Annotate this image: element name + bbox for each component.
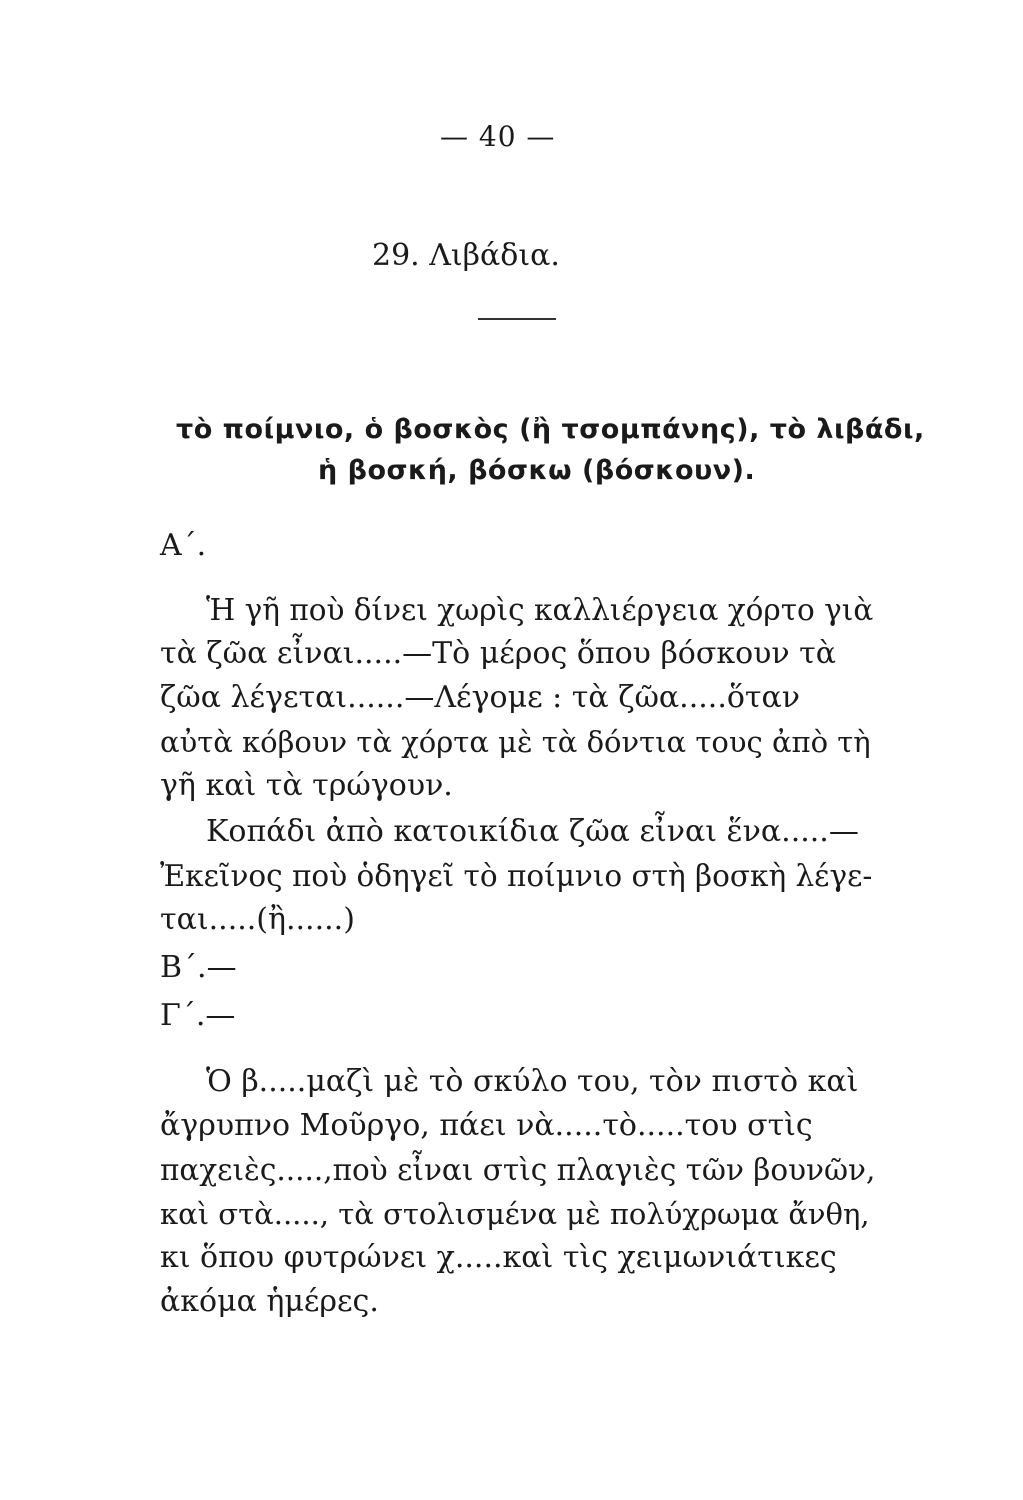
text-line: ζῶα λέγεται......—Λέγομε : τὰ ζῶα.....ὅταν <box>160 680 801 715</box>
section-b-label: Β΄.— <box>160 950 237 985</box>
section-c-label: Γ΄.— <box>160 998 236 1033</box>
paragraph-line <box>160 1104 813 1148</box>
paragraph-line <box>206 810 859 854</box>
text-line: τὰ ζῶα εἶναι.....—Τὸ μέρος ὅπου βόσκουν τὰ <box>160 636 837 671</box>
paragraph-line <box>160 764 453 808</box>
text-line: ἀκόμα ἡμέρες. <box>160 1284 379 1319</box>
section-a-label: Α΄. <box>160 528 207 563</box>
text-line: ται.....(ἢ......) <box>160 902 355 937</box>
text-line: ἄγρυπνο Μοῦργο, πάει νὰ.....τὸ.....του στὶς <box>160 1108 813 1143</box>
text-line: παχειὲς.....,ποὺ εἶναι στὶς πλαγιὲς τῶν βουνῶν, <box>160 1153 876 1187</box>
vocabulary-line: ἡ βοσκή, βόσκω (βόσκουν). <box>318 455 756 486</box>
paragraph-line <box>160 676 878 720</box>
paragraph-line <box>160 854 872 899</box>
text-line: καὶ στὰ....., τὰ στολισμένα μὲ πολύχρωμα ἄνθη, <box>160 1197 870 1231</box>
paragraph-line <box>206 1060 858 1104</box>
paragraph-line <box>160 1192 870 1237</box>
page-number: — 40 — <box>440 120 556 153</box>
text-line: Ἐκεῖνος ποὺ ὁδηγεῖ τὸ ποίμνιο στὴ βοσκὴ λέγε- <box>160 859 873 893</box>
title-divider <box>478 318 556 320</box>
text-line: Κοπάδι ἀπὸ κατοικίδια ζῶα εἶναι ἕνα.....— <box>206 814 859 849</box>
vocabulary-line: τὸ ποίμνιο, ὁ βοσκὸς (ἢ τσομπάνης), τὸ λιβάδι, <box>176 414 925 445</box>
paragraph-line <box>206 588 878 633</box>
text-line: Ὁ β.....μαζὶ μὲ τὸ σκύλο του, τὸν πιστὸ καὶ <box>206 1064 859 1099</box>
paragraph-line <box>160 898 355 942</box>
paragraph-line <box>160 632 878 676</box>
text-line: κι ὅπου φυτρώνει χ.....καὶ τὶς χειμωνιάτικες <box>160 1240 837 1275</box>
paragraph-line <box>160 720 878 765</box>
text-line: γῆ καὶ τὰ τρώγουν. <box>160 768 453 803</box>
chapter-title: 29. Λιβάδια. <box>372 238 560 273</box>
text-line: Ἡ γῆ ποὺ δίνει χωρὶς καλλιέργεια χόρτο γιὰ <box>206 593 874 627</box>
paragraph-line <box>160 1280 379 1324</box>
text-line: αὐτὰ κόβουν τὰ χόρτα μὲ τὰ δόντια τους ἀπὸ τὴ <box>160 725 871 759</box>
paragraph-line <box>160 1236 837 1280</box>
paragraph-line <box>160 1148 875 1193</box>
